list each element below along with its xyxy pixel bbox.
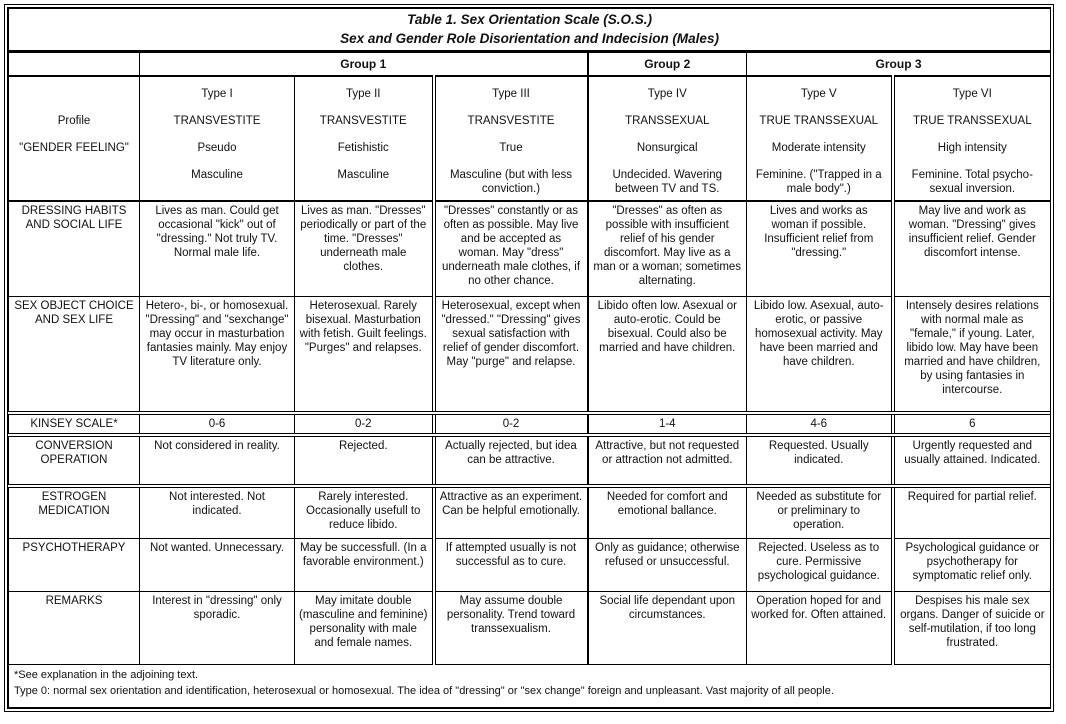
table-cell: Despises his male sex organs. Danger of suicide or self-mutilation, if too long frustrated.: [893, 592, 1051, 665]
table-cell: Not wanted. Unnecessary.: [140, 539, 295, 592]
table-cell: 0-6: [140, 413, 295, 435]
table-cell: Heterosexual, except when "dressed." "Dressing" gives sexual satisfaction with relief of gender discomfort. May "purge" and relapse.: [434, 297, 588, 413]
table-cell: 1-4: [588, 413, 747, 435]
table-cell: Required for partial relief.: [893, 486, 1051, 539]
table-cell: Urgently requested and usually attained. Indicated.: [893, 435, 1051, 486]
table-cell: Rejected. Useless as to cure. Permissive psychological guidance.: [747, 539, 893, 592]
row-label-remarks: REMARKS: [9, 592, 140, 665]
group-3-header: Group 3: [747, 52, 1051, 76]
table-cell: 0-2: [295, 413, 434, 435]
profile-category: TRANSVESTITE: [319, 115, 407, 128]
group-1-header: Group 1: [140, 52, 588, 76]
profile-feeling: Masculine (but with less conviction.): [449, 169, 573, 196]
profile-subtype: Moderate intensity: [771, 142, 866, 155]
profile-category: TRANSVESTITE: [467, 115, 555, 128]
table-cell: May be successfull. (In a favorable environment.): [295, 539, 434, 592]
profile-label-line2: "GENDER FEELING": [19, 142, 129, 155]
table-cell: Actually rejected, but idea can be attractive.: [434, 435, 588, 486]
profile-cell-type5: [747, 76, 893, 201]
table-cell: Only as guidance; otherwise refused or unsuccessful.: [588, 539, 747, 592]
table-title-cell: [9, 9, 1051, 52]
table-cell: If attempted usually is not successful as to cure.: [434, 539, 588, 592]
table-cell: Rarely interested. Occasionally usefull to reduce libido.: [295, 486, 434, 539]
profile-category: TRANSVESTITE: [173, 115, 261, 128]
title-row: [9, 9, 1051, 52]
table-cell: Intensely desires relations with normal male as "female," if young. Later, libido low. May have been married and have children, by using fantasies in intercourse.: [893, 297, 1051, 413]
sex-object-row: [9, 297, 1051, 413]
table-cell: Libido often low. Asexual or auto-erotic. Could be bisexual. Could also be married and have children.: [588, 297, 747, 413]
table-cell: May assume double personality. Trend toward transsexualism.: [434, 592, 588, 665]
row-label-dressing-habits: DRESSING HABITS AND SOCIAL LIFE: [9, 201, 140, 297]
profile-feeling: Feminine. Total psycho-sexual inversion.: [911, 169, 1033, 196]
footnote-row: [9, 665, 1051, 708]
table-cell: Needed for comfort and emotional ballance.: [588, 486, 747, 539]
table-cell: Hetero-, bi-, or homosexual. "Dressing" and "sexchange" may occur in masturbation fantasies mainly. May enjoy TV literature only.: [140, 297, 295, 413]
table-title-line2: Sex and Gender Role Disorientation and Indecision (Males): [340, 30, 719, 46]
estrogen-medication-row: [9, 486, 1051, 539]
profile-category: TRUE TRANSSEXUAL: [912, 115, 1032, 128]
row-label-profile: [9, 76, 140, 201]
profile-cell-type2: [295, 76, 434, 201]
table-cell: "Dresses" constantly or as often as possible. May live and be accepted as woman. May "dress" underneath male clothes, if no other chance.: [434, 201, 588, 297]
row-label-psychotherapy: PSYCHOTHERAPY: [9, 539, 140, 592]
table-title-line1: Table 1. Sex Orientation Scale (S.O.S.): [407, 12, 652, 28]
table-frame: [4, 4, 1054, 712]
profile-category: TRUE TRANSSEXUAL: [759, 115, 879, 128]
table-cell: Psychological guidance or psychotherapy for symptomatic relief only.: [893, 539, 1051, 592]
profile-type: Type V: [800, 88, 837, 101]
profile-feeling: Masculine: [191, 169, 243, 182]
profile-type: Type VI: [952, 88, 992, 101]
table-cell: Attractive, but not requested or attraction not admitted.: [588, 435, 747, 486]
profile-category: TRANSSEXUAL: [625, 115, 710, 128]
table-cell: Needed as substitute for or preliminary to operation.: [747, 486, 893, 539]
table-cell: Lives as man. "Dresses" periodically or part of the time. "Dresses" underneath male clothes.: [295, 201, 434, 297]
group-2-header: Group 2: [588, 52, 747, 76]
row-label-estrogen-medication: ESTROGEN MEDICATION: [9, 486, 140, 539]
group-row-spacer: [9, 52, 140, 76]
profile-type: Type III: [492, 88, 530, 101]
profile-type: Type I: [201, 88, 233, 101]
row-label-kinsey-scale: KINSEY SCALE*: [9, 413, 140, 435]
dressing-habits-row: [9, 201, 1051, 297]
group-header-row: [9, 52, 1051, 76]
profile-cell-type3: [434, 76, 588, 201]
profile-subtype: Pseudo: [197, 142, 237, 155]
table-cell: Not considered in reality.: [140, 435, 295, 486]
table-cell: 0-2: [434, 413, 588, 435]
psychotherapy-row: [9, 539, 1051, 592]
profile-subtype: Nonsurgical: [636, 142, 698, 155]
table-cell: Lives as man. Could get occasional "kick" out of "dressing." Not truly TV. Normal male life.: [140, 201, 295, 297]
profile-type: Type II: [345, 88, 381, 101]
footnote-line2: Type 0: normal sex orientation and identification, heterosexual or homosexual. The idea of "dressing" or "sex change" foreign and unpleasant. Vast majority of all people.: [14, 685, 834, 698]
table-cell: Social life dependant upon circumstances.: [588, 592, 747, 665]
table-cell: Attractive as an experiment. Can be helpful emotionally.: [434, 486, 588, 539]
table-cell: Requested. Usually indicated.: [747, 435, 893, 486]
profile-feeling: Masculine: [337, 169, 390, 182]
conversion-operation-row: [9, 435, 1051, 486]
profile-feeling: Undecided. Wavering between TV and TS.: [612, 169, 723, 196]
table-cell: "Dresses" as often as possible with insufficient relief of his gender discomfort. May live as a man or a woman; sometimes alternating.: [588, 201, 747, 297]
kinsey-scale-row: [9, 413, 1051, 435]
table-cell: 4-6: [747, 413, 893, 435]
row-label-sex-object: SEX OBJECT CHOICE AND SEX LIFE: [9, 297, 140, 413]
profile-subtype: High intensity: [937, 142, 1007, 155]
profile-label-line1: Profile: [57, 115, 91, 128]
table-cell: Libido low. Asexual, auto-erotic, or passive homosexual activity. May have been married and have children.: [747, 297, 893, 413]
profile-feeling: Feminine. ("Trapped in a male body".): [755, 169, 882, 196]
table-cell: May imitate double (masculine and feminine) personality with male and female names.: [295, 592, 434, 665]
table-cell: Operation hoped for and worked for. Often attained.: [747, 592, 893, 665]
profile-row: [9, 76, 1051, 201]
profile-cell-type1: [140, 76, 295, 201]
table-cell: Not interested. Not indicated.: [140, 486, 295, 539]
table-cell: 6: [893, 413, 1051, 435]
footnote-cell: [9, 665, 1051, 708]
table-cell: Interest in "dressing" only sporadic.: [140, 592, 295, 665]
profile-type: Type IV: [647, 88, 687, 101]
profile-subtype: True: [499, 142, 523, 155]
table-cell: Lives and works as woman if possible. Insufficient relief from "dressing.": [747, 201, 893, 297]
remarks-row: [9, 592, 1051, 665]
table-cell: May live and work as woman. "Dressing" gives insufficient relief. Gender discomfort intense.: [893, 201, 1051, 297]
footnote-line1: *See explanation in the adjoining text.: [14, 669, 199, 682]
profile-cell-type6: [893, 76, 1051, 201]
row-label-conversion-operation: CONVERSION OPERATION: [9, 435, 140, 486]
table-cell: Rejected.: [295, 435, 434, 486]
sos-table: [8, 8, 1051, 708]
profile-cell-type4: [588, 76, 747, 201]
profile-subtype: Fetishistic: [337, 142, 389, 155]
table-cell: Heterosexual. Rarely bisexual. Masturbation with fetish. Guilt feelings. "Purges" and relapses.: [295, 297, 434, 413]
